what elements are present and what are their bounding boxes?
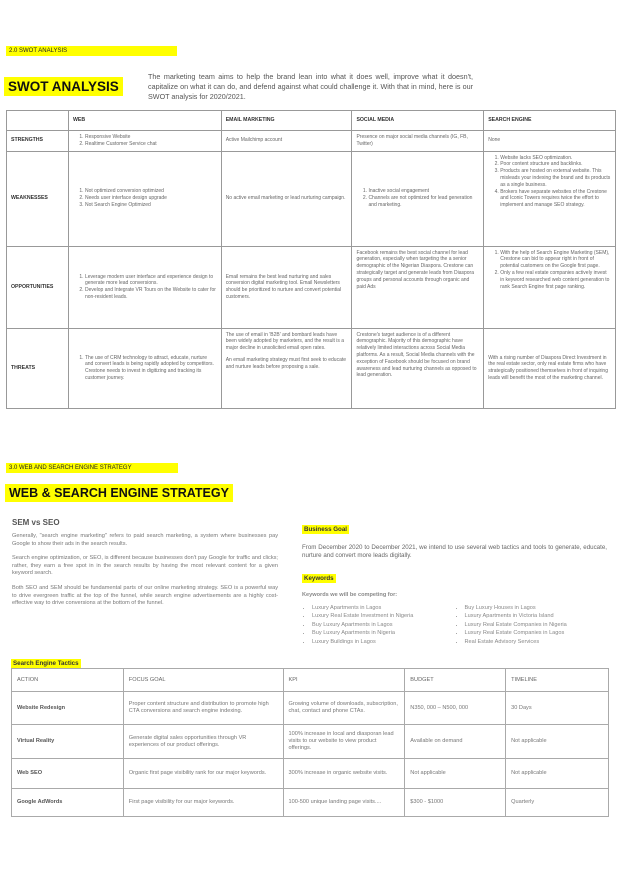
keywords-list-left bbox=[302, 604, 455, 646]
swot-header-row bbox=[7, 111, 616, 131]
business-goal-text: From December 2020 to December 2021, we intend to use several web tactics and tools to generate, educate, nurture and convert more leads digitally. bbox=[302, 544, 607, 560]
list-item: 2. Poor content structure and backlinks. bbox=[500, 161, 611, 168]
section-tag-swot: 2.0 SWOT ANALYSIS bbox=[6, 46, 177, 56]
table-cell: Organic first page visibility rank for our major keywords. bbox=[123, 759, 283, 789]
cell-email: Active Mailchimp account bbox=[221, 131, 352, 152]
table-cell: 30 Days bbox=[506, 692, 609, 725]
swot-col-social: SOCIAL MEDIA bbox=[352, 111, 484, 131]
list-item: 3. Products are hosted on external website. This misleads your indexing the brand and its products as a single business. bbox=[500, 168, 611, 188]
row-label: STRENGTHS bbox=[7, 131, 69, 152]
sem-heading: SEM vs SEO bbox=[12, 518, 60, 527]
cell-search bbox=[484, 151, 616, 246]
tactics-col-focus: FOCUS GOAL bbox=[123, 669, 283, 692]
keyword-item: • Real Estate Advisory Services bbox=[465, 638, 608, 646]
keywords-list bbox=[302, 604, 607, 646]
keywords-list-right bbox=[455, 604, 608, 646]
tactics-col-timeline: TIMELINE bbox=[506, 669, 609, 692]
table-cell: Growing volume of downloads, subscription, chat, contact and phone CTAs. bbox=[283, 692, 405, 725]
list-item: 1. With the help of Search Engine Marketing (SEM), Crestone can bid to appear right in front of potential customers on the Google first page. bbox=[500, 250, 611, 270]
swot-intro: The marketing team aims to help the brand lean into what it does well, improve what it doesn't, capitalize on what it can do, and defend against what could challenge it. With that in mind, here is our SWOT analysis for 2020/2021. bbox=[148, 72, 473, 101]
table-cell: Google AdWords bbox=[12, 789, 124, 817]
swot-row-strengths bbox=[7, 131, 616, 152]
table-cell: N350, 000 – N500, 000 bbox=[405, 692, 506, 725]
section-tag-web: 3.0 WEB AND SEARCH ENGINE STRATEGY bbox=[6, 463, 178, 473]
swot-col-email: EMAIL MARKETING bbox=[221, 111, 352, 131]
table-cell: Virtual Reality bbox=[12, 725, 124, 759]
cell-web bbox=[68, 131, 221, 152]
tactics-col-action: ACTION bbox=[12, 669, 124, 692]
list-item: 2. Needs user interface design upgrade bbox=[85, 195, 217, 202]
keyword-item: • Buy Luxury Houses in Lagos bbox=[465, 604, 608, 612]
cell-social: Facebook remains the best social channel for lead generation, especially when targeting the a senior demographic of the Nigerian Diaspora. Crestone can strategically target and generate leads from Diaspora groups and personal accounts through organic and paid Ads bbox=[352, 246, 484, 328]
list-item: 2. Develop and Integrate VR Tours on the Website to cater for non-resident leads. bbox=[85, 287, 217, 301]
keyword-item: • Luxury Apartments in Lagos bbox=[312, 604, 455, 612]
cell-email: Email remains the best lead nurturing and sales conversion digital marketing tool. Email Newsletters should be prioritized to nurture and convert potential customers. bbox=[221, 246, 352, 328]
keywords-label: Keywords bbox=[304, 575, 334, 583]
list-item: 1. Inactive social engagement bbox=[368, 188, 479, 195]
list-item: 1. Responsive Website bbox=[85, 134, 217, 141]
list-item: 1. Not optimized conversion optimized bbox=[85, 188, 217, 195]
sem-paragraph: Generally, "search engine marketing" refers to paid search marketing, a system where businesses pay Google to show their ads in the search results. bbox=[12, 533, 278, 547]
web-title: WEB & SEARCH ENGINE STRATEGY bbox=[5, 484, 233, 502]
list-item: 1. Website lacks SEO optimization. bbox=[500, 155, 611, 162]
business-goal-label: Business Goal bbox=[304, 526, 347, 533]
cell-social: Crestone's target audience is of a different demographic. Majority of this demographic have relatively limited interactions across Social Media platforms. As a result, Social Media channels with the exception of Facebook should be focused on brand awareness and lead nurturing channels as opposed to lead generation. bbox=[352, 328, 484, 408]
keyword-item: • Luxury Apartments in Victoria Island bbox=[465, 612, 608, 620]
swot-col-web: WEB bbox=[68, 111, 221, 131]
table-cell: $300 - $1000 bbox=[405, 789, 506, 817]
swot-title: SWOT ANALYSIS bbox=[4, 77, 123, 96]
cell-social: Presence on major social media channels (IG, FB, Twitter) bbox=[352, 131, 484, 152]
seo-sem-paragraph: Both SEO and SEM should be fundamental parts of our online marketing strategy. SEO is a powerful way to drive evergreen traffic at the top of the funnel, while search engine advertisements are a highly cost-effective way to drive conversions at the bottom of the funnel. bbox=[12, 584, 278, 607]
swot-header-empty bbox=[7, 111, 69, 131]
cell-web bbox=[68, 151, 221, 246]
list-item: 3. Not Search Engine Optimized bbox=[85, 202, 217, 209]
keyword-item: • Buy Luxury Apartments in Nigeria bbox=[312, 629, 455, 637]
table-cell: Generate digital sales opportunities through VR experiences of our product offerings. bbox=[123, 725, 283, 759]
table-cell: Not applicable bbox=[405, 759, 506, 789]
swot-row-threats bbox=[7, 328, 616, 408]
table-cell: Not applicable bbox=[506, 759, 609, 789]
list-item: 4. Brokers have separate websites of the Crestone and Iconic Towers requires twice the effort to implement and manage SEO strategy. bbox=[500, 189, 611, 209]
row-label: WEAKNESSES bbox=[7, 151, 69, 246]
cell-email bbox=[221, 328, 352, 408]
swot-col-search: SEARCH ENGINE bbox=[484, 111, 616, 131]
table-row bbox=[12, 692, 609, 725]
cell-search: None bbox=[484, 131, 616, 152]
table-row bbox=[12, 789, 609, 817]
cell-paragraph: An email marketing strategy must first seek to educate and nurture leads before proposing a sale. bbox=[225, 356, 347, 370]
list-item: 2. Channels are not optimized for lead generation and marketing. bbox=[368, 195, 479, 209]
keyword-item: • Luxury Real Estate Companies in Lagos bbox=[465, 629, 608, 637]
seo-paragraph: Search engine optimization, or SEO, is different because businesses don't pay Google for traffic and clicks; rather, they earn a free spot in in the search results by having the most relevant content for a given keyword search. bbox=[12, 555, 278, 577]
sem-vs-seo-column bbox=[12, 518, 278, 615]
table-cell: First page visibility for our major keywords. bbox=[123, 789, 283, 817]
keywords-intro: Keywords we will be competing for: bbox=[302, 592, 398, 599]
cell-web bbox=[68, 328, 221, 408]
tactics-table bbox=[11, 668, 609, 817]
keyword-item: • Buy Luxury Apartments in Lagos bbox=[312, 621, 455, 629]
list-item: 2. Only a few real estate companies actively invest in keyword researched web content generation to rank Search Engine first page ranking. bbox=[500, 270, 611, 290]
table-cell: Website Redesign bbox=[12, 692, 124, 725]
list-item: 2. Realtime Customer Service chat bbox=[85, 141, 217, 148]
table-cell: 100% increase in local and diasporan lead visits to our website to view product offerings. bbox=[283, 725, 405, 759]
cell-social bbox=[352, 151, 484, 246]
table-cell: 300% increase in organic website visits. bbox=[283, 759, 405, 789]
swot-row-opportunities bbox=[7, 246, 616, 328]
table-cell: Not applicable bbox=[506, 725, 609, 759]
cell-search bbox=[484, 246, 616, 328]
keyword-item: • Luxury Buildings in Lagos bbox=[312, 638, 455, 646]
tactics-col-budget: BUDGET bbox=[405, 669, 506, 692]
cell-paragraph: The use of email in 'B2B' and bombard leads have been widely adopted by marketers, and the result is a major decline in unsolicited email open rates. bbox=[225, 331, 345, 352]
table-row bbox=[12, 759, 609, 789]
tactics-label: Search Engine Tactics bbox=[13, 660, 79, 667]
table-cell: Quarterly bbox=[506, 789, 609, 817]
table-cell: 100-500 unique landing page visits.... bbox=[283, 789, 405, 817]
swot-row-weaknesses bbox=[7, 151, 616, 246]
tactics-col-kpi: KPI bbox=[283, 669, 405, 692]
table-cell: Proper content structure and distribution to promote high CTA conversions and search engine indexing. bbox=[123, 692, 283, 725]
cell-search: With a rising number of Diaspora Direct Investment in the real estate sector, only real estate firms who have strategically positioned themselves in front of inquiring leads will benefit the most of the marketing channel. bbox=[484, 328, 616, 408]
cell-email: No active email marketing or lead nurturing campaign. bbox=[221, 151, 352, 246]
table-row bbox=[12, 725, 609, 759]
table-cell: Web SEO bbox=[12, 759, 124, 789]
row-label: THREATS bbox=[7, 328, 69, 408]
swot-table bbox=[6, 110, 616, 409]
keyword-item: • Luxury Real Estate Investment in Nigeria bbox=[312, 612, 455, 620]
list-item: 1. Leverage modern user interface and experience design to generate more lead conversions. bbox=[85, 274, 217, 288]
goal-keywords-column bbox=[302, 518, 607, 646]
row-label: OPPORTUNITIES bbox=[7, 246, 69, 328]
tactics-header-row bbox=[12, 669, 609, 692]
cell-web bbox=[68, 246, 221, 328]
table-cell: Available on demand bbox=[405, 725, 506, 759]
keyword-item: • Luxury Real Estate Companies in Nigeria bbox=[465, 621, 608, 629]
list-item: 1. The use of CRM technology to attract, educate, nurture and convert leads is being rapidly adopted by competitors. Crestone needs to invest in digitizing and tracking its customer journey. bbox=[85, 355, 217, 382]
